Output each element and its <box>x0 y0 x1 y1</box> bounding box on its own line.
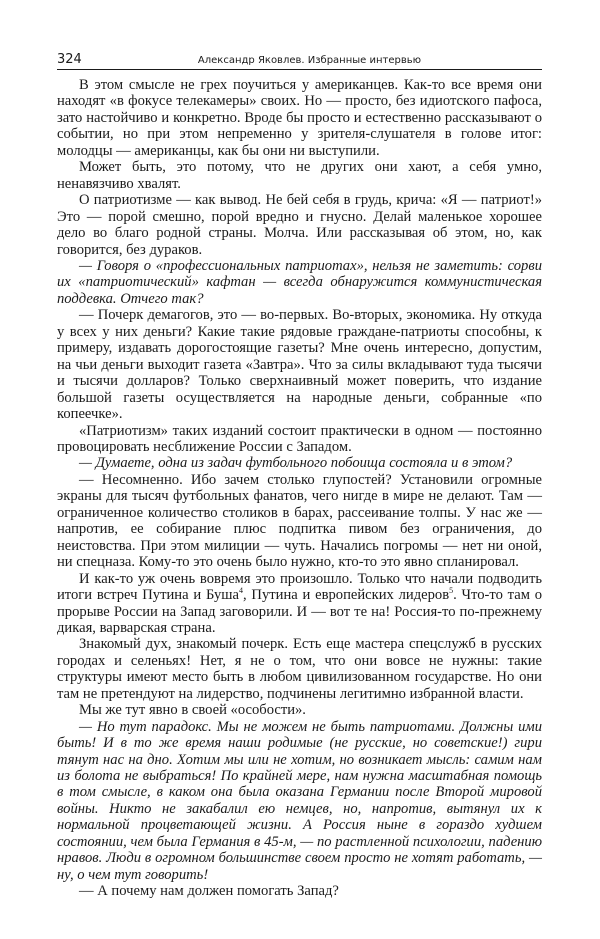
paragraph: — Несомненно. Ибо зачем столько глупостей? Установили огромные экраны для тысяч футбольных фанатов, чего нигде в мире не делают. Там — ограниченное количество столиков в барах, рассеивание толпы. У нас же — напротив, ее собирание плюс подпитка пивом без ограничения, до неистовства. При этом милиции — чуть. Начались погромы — нет ни оной, ни спецназа. Кому-то это очень было нужно, кто-то это явно спланировал. <box>57 471 542 571</box>
paragraph: В этом смысле не грех поучиться у американцев. Как-то все время они находят «в фокусе телекамеры» своих. Но — просто, без идиотского пафоса, зато настойчиво и конкретно. Вроде бы просто и естественно рассказывают о событии, но при этом непременно у зрителя-слушателя в голове итог: молодцы — американцы, как бы они ни выступили. <box>57 77 542 159</box>
interview-question: — А почему нам должен помогать Запад? <box>79 883 339 900</box>
interview-question: — Думаете, одна из задач футбольного побоища состояла и в этом? <box>79 455 513 472</box>
paragraph-with-footnotes <box>57 571 542 637</box>
interview-question: — Но тут парадокс. Мы не можем не быть патриотами. Должны ими быть! И в то же время наши родимые (не русские, но советские!) гири тянут нас на дно. Хотим мы или не хотим, но возникает мысль: самим нам из болота не выбраться! По крайней мере, нам нужна масштабная помощь в том смысле, в каком она была оказана Германии после Второй мировой войны. Никто не закабалил ею немцев, но, напротив, вытянул их к нормальной процветающей жизни. А Россия ныне в гораздо худшем состоянии, чем была Германия в 45-м, — по растленной психологии, падению нравов. Люди в огромном большинстве своем просто не хотят работать, — ну, о чем тут говорить! <box>57 718 542 883</box>
paragraph: О патриотизме — как вывод. Не бей себя в грудь, крича: «Я — патриот!» Это — порой смешно, порой вредно и гнусно. Делай маленькое хорошее дело во благо родной страны. Молча. Или рассказывая об этом, но, как говорится, без дураков. <box>57 192 542 258</box>
footnote-ref[interactable]: 5 <box>449 586 454 596</box>
footnote-ref[interactable]: 4 <box>238 586 243 596</box>
paragraph: Знакомый дух, знакомый почерк. Есть еще мастера спецслужб в русских городах и селеньях! Нет, я не о том, что они вовсе не нужны: такие структуры имеют место быть в любом цивилизованном государстве. Но они там не претендуют на лидерство, подчинены легитимно избранной власти. <box>57 636 542 702</box>
interview-question: — Говоря о «профессиональных патриотах», нельзя не заметить: сорви их «патриотический» кафтан — всегда обнаружится коммунистическая поддевка. Отчего так? <box>57 257 542 307</box>
page-body <box>57 77 542 900</box>
text-run: . Что-то там о прорыве России на Запад заговорили. И — вот те на! Россия-то по-прежнему дикая, варварская страна. <box>57 587 543 636</box>
running-head <box>57 52 542 70</box>
paragraph: Может быть, это потому, что не других они хают, а себя умно, ненавязчиво хвалят. <box>57 159 542 192</box>
page-number: 324 <box>57 52 82 67</box>
running-title: Александр Яковлев. Избранные интервью <box>197 55 422 66</box>
paragraph: Мы же тут явно в своей «особости». <box>79 702 306 719</box>
paragraph: — Почерк демагогов, это — во-первых. Во-вторых, экономика. Ну откуда у всех у них деньги? Какие такие рядовые граждане-патриоты способны, к примеру, издавать дорогостоящие газеты? Мне очень интересно, допустим, на чьи деньги выходит газета «Завтра». Что за силы вкладывают туда тысячи и тысячи долларов? Только сверхнаивный может поверить, что издание большой газеты осуществляется на народные деньги, собранные «по копеечке». <box>57 307 542 423</box>
text-run: , Путина и европейских лидеров <box>242 587 450 604</box>
text-run: И как-то уж очень вовремя это произошло. Только что начали подводить итоги встреч Путина и Буша <box>57 570 542 604</box>
book-page <box>57 52 542 900</box>
paragraph: «Патриотизм» таких изданий состоит практически в одном — постоянно провоцировать несближение России с Западом. <box>57 422 542 455</box>
